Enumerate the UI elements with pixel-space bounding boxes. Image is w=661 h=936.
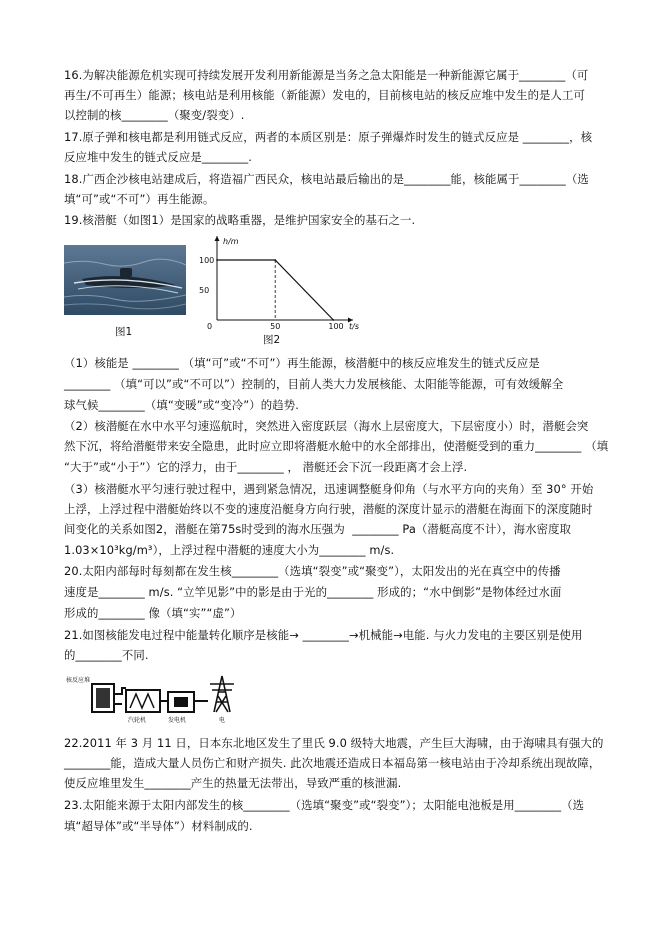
x-tick-label: 100: [328, 322, 344, 330]
y-axis-arrow-icon: [215, 236, 220, 241]
q16-line-2: 再生/不可再生）能源；核电站是利用核能（新能源）发电的，目前核电站的核反应堆中发生的是人工可: [64, 88, 586, 102]
q19-title: 19.核潜艇（如图1）是国家的战略重器，是维护国家安全的基石之一.: [64, 213, 416, 227]
generator-label: 发电机: [168, 717, 187, 724]
q16-line-1: 16.为解决能源危机实现可持续发展开发利用新能源是当务之急太阳能是一种新能源它属于________（可: [64, 68, 589, 82]
data-point: [274, 259, 276, 261]
q23-line-1: 23.太阳能来源于太阳内部发生的核________（选填“聚变”或“裂变”）；太阳能电池板是用________（选: [64, 798, 585, 812]
y-tick-label: 50: [199, 286, 210, 295]
x-tick-label: 0: [207, 322, 213, 330]
q20-line-2: 速度是________ m/s. “立竿见影”中的影是由于光的________ 形成的；“水中倒影”是物体经过水面: [64, 585, 562, 599]
q19-part1-line-2: ________ （填“可以”或“不可以”）控制的，目前人类大力发展核能、太阳能等能源，可有效缓解全: [64, 377, 564, 391]
data-point: [332, 319, 334, 321]
q20-line-1: 20.太阳内部每时每刻都在发生核________（选填“裂变”或“聚变”），太阳发出的光在真空中的传播: [64, 564, 561, 578]
q17-line-2: 反应堆中发生的链式反应是________.: [64, 150, 252, 164]
q23-line-2: 填“超导体”或“半导体”）材料制成的.: [64, 819, 253, 833]
q22-line-2: ________能，造成大量人员伤亡和财产损失. 此次地震还造成日本福岛第一核电站由于冷却系统出现故障，: [64, 756, 601, 770]
depth-time-chart: [195, 232, 365, 330]
x-tick-label: 50: [270, 322, 281, 330]
turbine-label: 汽轮机: [128, 717, 147, 724]
q19-part3-line-1: （3）核潜艇水平匀速行驶过程中，遇到紧急情况，迅速调整艇身仰角（与水平方向的夹角）至 30° 开始: [64, 482, 594, 496]
q19-part1-line-3: 球气候________（填“变暖”或“变冷”）的趋势.: [64, 398, 299, 412]
q22-line-3: 使反应堆里发生________产生的热量无法带出，导致严重的核泄漏.: [64, 776, 402, 790]
q20-line-3: 形成的________ 像（填“实”“虚”）: [64, 606, 242, 620]
q18-line-1: 18.广西企沙核电站建成后，将造福广西民众，核电站最后输出的是________能，核能属于________（选: [64, 172, 589, 186]
q17-line-1: 17.原子弹和核电都是利用链式反应，两者的本质区别是：原子弹爆炸时发生的链式反应是 ________，核: [64, 130, 593, 144]
q19-part2-line-3: “大于”或“小于”）它的浮力，由于________ ， 潜艇还会下沉一段距离才会上浮.: [64, 460, 468, 474]
q21-line-2: 的________不同.: [64, 648, 149, 662]
q19-part2-line-2: 然下沉，将给潜艇带来安全隐患，此时应立即将潜艇水舱中的水全部排出，使潜艇受到的重力________ （填: [64, 439, 609, 453]
turbine-icon: [126, 690, 160, 712]
q19-part3-line-2: 上浮，上浮过程中潜艇始终以不变的速度沿艇身方向行驶，潜艇的深度计显示的潜艇在海面下的深度随时: [64, 502, 593, 516]
y-tick-label: 100: [199, 256, 215, 265]
electricity-label: 电: [219, 717, 226, 724]
x-axis-label: t/s: [349, 322, 359, 330]
reactor-label: 核反应堆: [66, 677, 91, 684]
q22-line-1: 22.2011 年 3 月 11 日，日本东北地区发生了里氏 9.0 级特大地震，产生巨大海啸，由于海啸具有强大的: [64, 736, 604, 750]
q19-part2-line-1: （2）核潜艇在水中水平匀速巡航时，突然进入密度跃层（海水上层密度大，下层密度小）时，潜艇会突: [64, 419, 589, 433]
q19-part3-line-4: 1.03×10³kg/m³），上浮过程中潜艇的速度大小为________ m/s.: [64, 543, 395, 557]
q19-part3-line-3: 间变化的关系如图2，潜艇在第75s时受到的海水压强为 ________ Pa（潜艇高度不计），海水密度取: [64, 522, 572, 536]
submarine-figure: [64, 245, 186, 315]
q21-line-1: 21.如图核能发电过程中能量转化顺序是核能→ ________→机械能→电能. 与火力发电的主要区别是使用: [64, 628, 583, 642]
figure-2-caption: 图2: [263, 334, 281, 346]
q18-line-2: 填“可”或“不可”）再生能源。: [64, 192, 215, 206]
power-plant-diagram: [64, 668, 254, 726]
submarine-sail-icon: [120, 268, 132, 277]
pylon-icon: [210, 676, 234, 712]
figure-1-caption: 图1: [115, 326, 133, 338]
y-axis-label: h/m: [223, 237, 239, 246]
data-point: [216, 259, 218, 261]
q19-part1-line-1: （1）核能是 ________ （填“可”或“不可”）再生能源，核潜艇中的核反应堆发生的链式反应是: [64, 356, 540, 370]
q16-line-3: 以控制的核________（聚变/裂变）.: [64, 108, 245, 122]
